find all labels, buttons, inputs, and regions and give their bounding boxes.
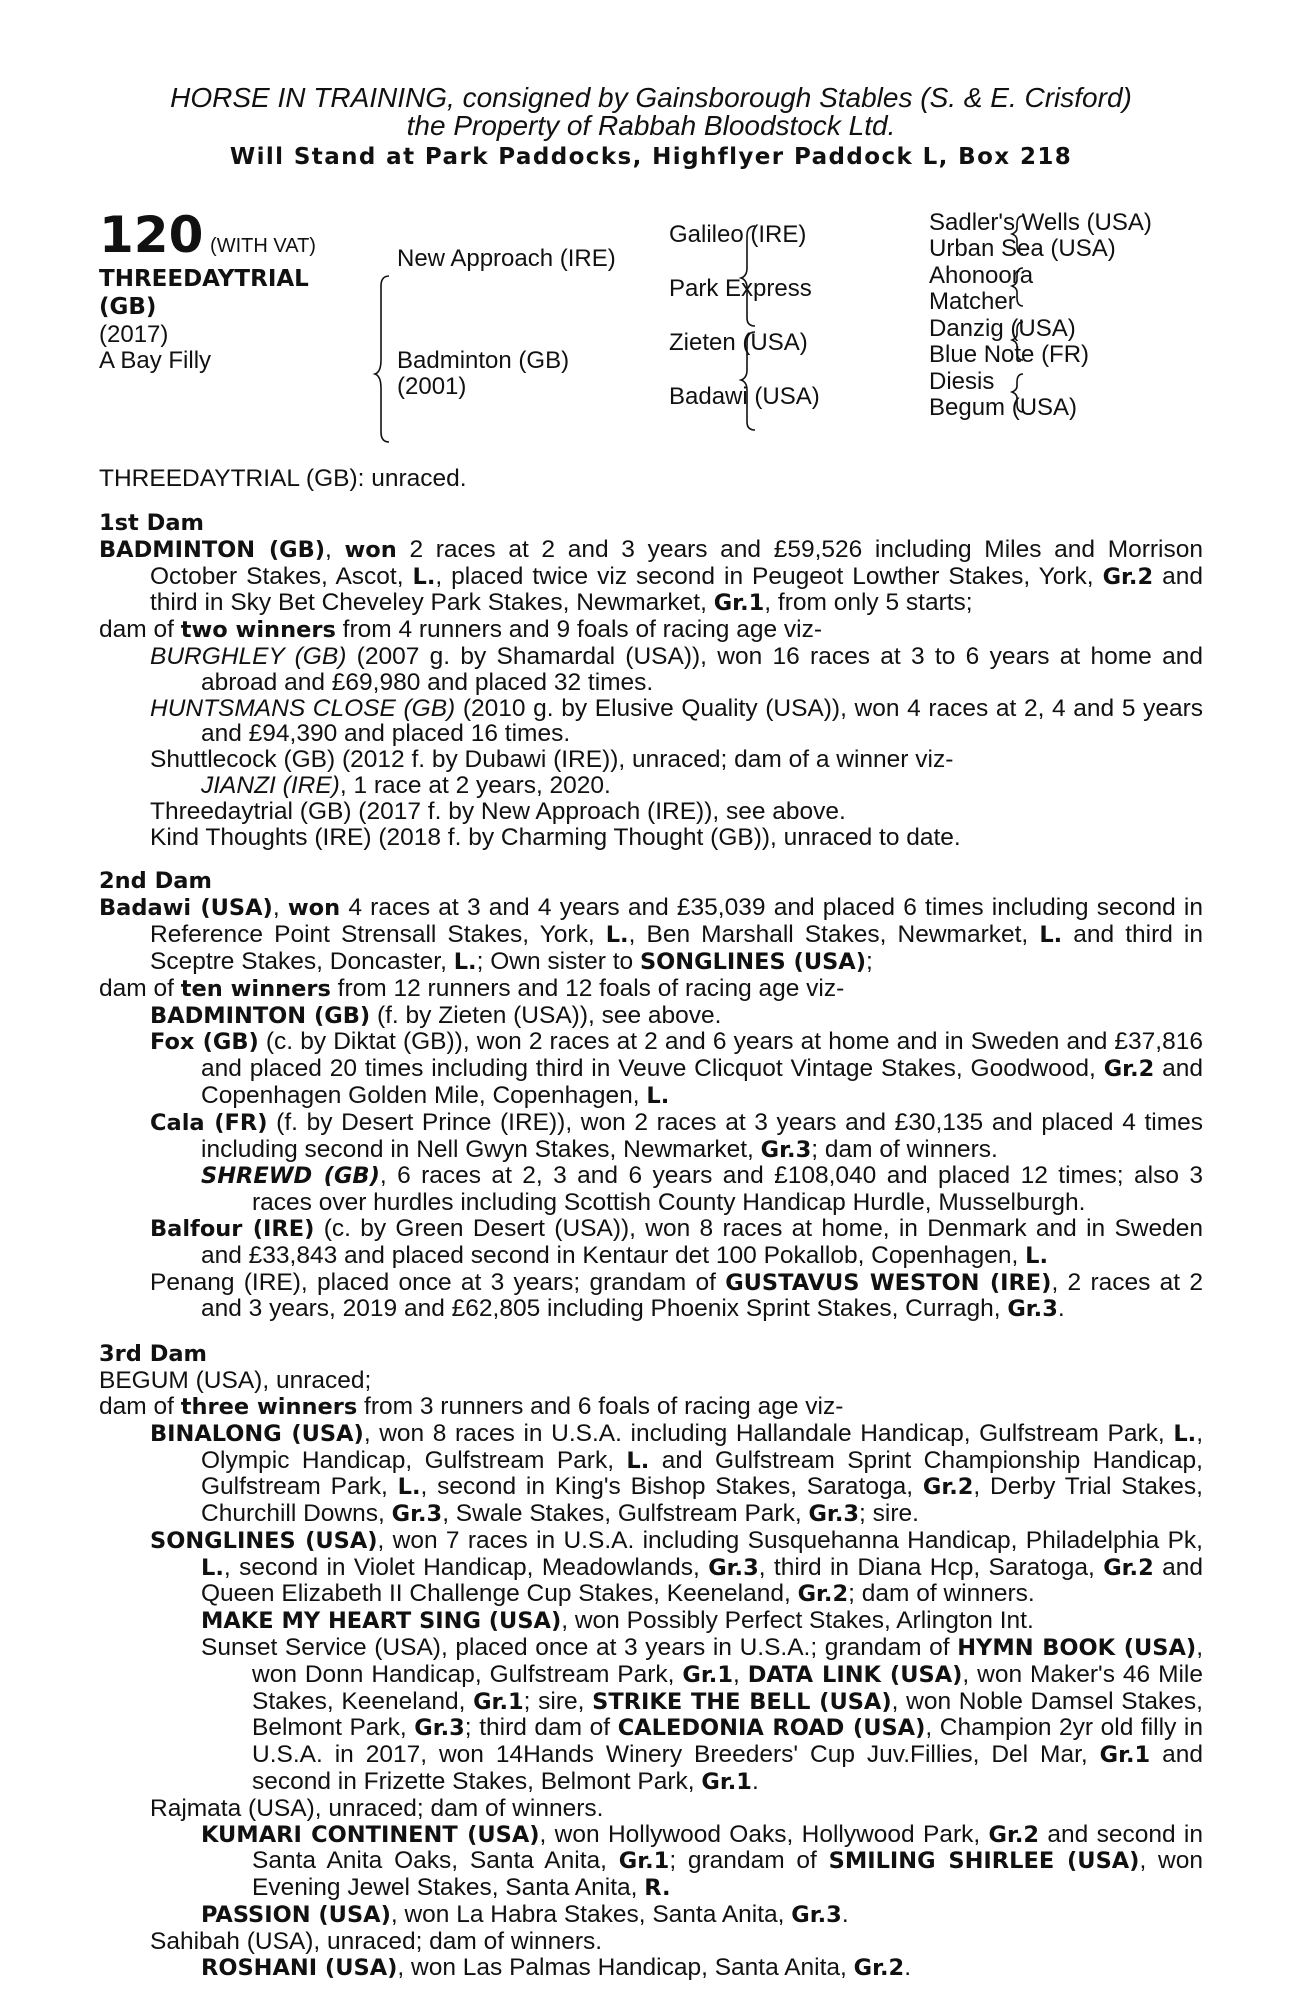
- text: and second in Frizette Stakes, Belmont Park,: [252, 1741, 1203, 1796]
- text: .: [751, 1768, 759, 1796]
- grade: L.: [605, 922, 629, 949]
- grand-produce-item: [99, 1163, 1203, 1216]
- text: ,: [325, 535, 345, 563]
- produce-item: [99, 1216, 1203, 1270]
- text: and Queen Elizabeth II Challenge Cup Stakes, Keeneland,: [201, 1553, 1204, 1608]
- grade: Gr.3: [708, 1554, 759, 1581]
- text: , second in King's Bishop Stakes, Saratoga,: [420, 1473, 923, 1501]
- text: from 12 runners and 12 foals of racing age viz-: [330, 974, 845, 1002]
- section-title: 2nd Dam: [99, 868, 212, 895]
- text: ;: [866, 947, 873, 975]
- dam-name: BADMINTON (GB): [99, 536, 326, 563]
- text: ,: [732, 1660, 748, 1688]
- text: , won Evening Jewel Stakes, Santa Anita,: [252, 1847, 1204, 1902]
- grade: L.: [1173, 1420, 1197, 1447]
- text: .: [1057, 1295, 1065, 1323]
- dams-sire: Zieten (USA): [669, 329, 808, 356]
- grand-produce-item: [99, 1955, 1203, 1982]
- sires-sire: Galileo (IRE): [669, 221, 807, 248]
- grade: Gr.2: [853, 1954, 905, 1981]
- dam-year: (2001): [397, 373, 467, 400]
- text: , third in Diana Hcp, Saratoga,: [758, 1553, 1104, 1581]
- text: , 1 race at 2 years, 2020.: [339, 771, 611, 799]
- text: , won La Habra Stakes, Santa Anita,: [390, 1901, 792, 1929]
- text: ; sire,: [523, 1687, 593, 1715]
- produce-summary: [99, 617, 1203, 644]
- dam-record: BEGUM (USA), unraced;: [99, 1367, 372, 1395]
- grand-produce-item: [99, 1608, 1203, 1635]
- produce-item: [99, 1421, 1203, 1528]
- text: Penang (IRE), placed once at 3 years; grandam of: [150, 1268, 726, 1296]
- produce-item: Rajmata (USA), unraced; dam of winners.: [150, 1794, 604, 1822]
- produce-item: [99, 1110, 1203, 1164]
- text: and third in Sceptre Stakes, Doncaster,: [150, 921, 1203, 975]
- horse-year: (2017): [99, 321, 169, 348]
- grade: L.: [201, 1554, 224, 1581]
- grade: Gr.3: [391, 1501, 443, 1528]
- text: , won Possibly Perfect Stakes, Arlington Int.: [561, 1607, 1034, 1635]
- text: ; Own sister to: [476, 947, 640, 975]
- stabling-line: Will Stand at Park Paddocks, Highflyer Paddock L, Box 218: [229, 144, 1073, 170]
- grade: L.: [646, 1082, 670, 1109]
- gen3-3: Ahonoora: [929, 262, 1034, 289]
- text: , Champion 2yr old filly in U.S.A. in 2017, won 14Hands Winery Breeders' Cup Juv.Fillies, Del Mar,: [252, 1714, 1203, 1769]
- grade: Gr.1: [713, 590, 765, 617]
- grade: Gr.3: [791, 1902, 842, 1929]
- produce-name: BURGHLEY (GB): [150, 642, 347, 670]
- produce-name: KUMARI CONTINENT (USA): [201, 1821, 540, 1848]
- text: , won Las Palmas Handicap, Santa Anita,: [397, 1953, 854, 1981]
- lot-number-block: [99, 206, 316, 264]
- text: , won Noble Damsel Stakes, Belmont Park,: [252, 1687, 1203, 1742]
- consignor-line: HORSE IN TRAINING, consigned by Gainsborough Stables (S. & E. Crisford): [170, 82, 1132, 113]
- grade: Gr.2: [922, 1474, 974, 1501]
- grade: Gr.3: [760, 1136, 812, 1163]
- gen3-7: Diesis: [929, 368, 995, 395]
- text: Sunset Service (USA), placed once at 3 years in U.S.A.; grandam of: [201, 1634, 958, 1662]
- produce-name: SONGLINES (USA): [150, 1527, 378, 1554]
- produce-name: BINALONG (USA): [150, 1420, 364, 1447]
- gen3-6: Blue Note (FR): [929, 341, 1090, 368]
- horse-name: THREEDAYTRIAL: [99, 266, 309, 292]
- sires-dam: Park Express: [669, 275, 812, 302]
- text: from 3 runners and 6 foals of racing age viz-: [357, 1392, 844, 1420]
- section-title: 3rd Dam: [99, 1341, 207, 1368]
- produce-summary: [99, 1394, 1203, 1421]
- text: , Swale Stakes, Gulfstream Park,: [442, 1500, 809, 1528]
- text: 4 races at 3 and 4 years and £35,039 and placed 6 times including second in Reference Point Strensall Stakes, York,: [150, 894, 1203, 949]
- produce-name: HUNTSMANS CLOSE (GB): [150, 694, 456, 722]
- produce-name: HYMN BOOK (USA): [957, 1635, 1197, 1662]
- grade: Gr.3: [1007, 1296, 1058, 1323]
- first-dam-section: [99, 510, 1203, 851]
- text: ; dam of winners.: [848, 1580, 1035, 1608]
- text: (c. by Diktat (GB)), won 2 races at 2 and 6 years at home and in Sweden and £37,816 and placed 20 times including third in Veuve Clicquot Vintage Stakes, Goodwood,: [201, 1028, 1203, 1083]
- gen3-2: Urban Sea (USA): [929, 235, 1116, 262]
- sibling-name: SONGLINES (USA): [639, 948, 867, 975]
- grade: L.: [1039, 922, 1063, 949]
- text: , Derby Trial Stakes, Churchill Downs,: [201, 1473, 1203, 1528]
- produce-summary: [99, 976, 1203, 1003]
- text: ; grandam of: [669, 1847, 829, 1875]
- third-dam-section: [99, 1341, 1203, 1981]
- winners-count: three winners: [180, 1393, 358, 1420]
- produce-name: SMILING SHIRLEE (USA): [828, 1848, 1140, 1875]
- produce-name: MAKE MY HEART SING (USA): [201, 1608, 562, 1635]
- produce-name: DATA LINK (USA): [747, 1661, 963, 1688]
- text: , placed twice viz second in Peugeot Lowther Stakes, York,: [435, 562, 1103, 590]
- produce-name: GUSTAVUS WESTON (IRE): [725, 1269, 1052, 1296]
- text: , from only 5 starts;: [764, 589, 973, 617]
- grade: Gr.1: [682, 1661, 733, 1688]
- section-title: 1st Dam: [99, 509, 204, 536]
- text: , won Donn Handicap, Gulfstream Park,: [252, 1634, 1203, 1688]
- produce-name: SHREWD (GB): [201, 1163, 380, 1190]
- produce-item: [99, 696, 1203, 748]
- text: , won Hollywood Oaks, Hollywood Park,: [539, 1820, 989, 1848]
- produce-name: ROSHANI (USA): [201, 1954, 398, 1981]
- sire-name: New Approach (IRE): [397, 245, 616, 272]
- produce-name: PASSION (USA): [201, 1902, 391, 1929]
- vat-note: (WITH VAT): [210, 235, 316, 257]
- grade: L.: [453, 948, 477, 975]
- text: (2010 g. by Elusive Quality (USA)), won 4 races at 2, 4 and 5 years and £94,390 and placed 16 times.: [201, 694, 1203, 748]
- grade: L.: [626, 1447, 650, 1474]
- produce-item: [99, 1029, 1203, 1109]
- grade: Gr.1: [473, 1688, 524, 1715]
- gen3-1: Sadler's Wells (USA): [929, 209, 1152, 236]
- text: , won 7 races in U.S.A. including Susquehanna Handicap, Philadelphia Pk,: [377, 1526, 1203, 1554]
- text: dam of: [99, 616, 181, 644]
- grade: Gr.1: [701, 1769, 752, 1796]
- produce-item: [99, 644, 1203, 696]
- grade: Gr.2: [1102, 563, 1154, 590]
- produce-name: JIANZI (IRE): [201, 771, 340, 799]
- dams-dam: Badawi (USA): [669, 383, 820, 410]
- winners-count: ten winners: [180, 975, 331, 1002]
- winners-count: two winners: [180, 617, 336, 644]
- text: , 6 races at 2, 3 and 6 years and £108,040 and placed 12 times; also 3 races over hurdles including Scottish County Handicap Hurdle, Musselburgh.: [252, 1162, 1203, 1217]
- grand-produce-item: [99, 1902, 1203, 1929]
- produce-name: STRIKE THE BELL (USA): [592, 1688, 892, 1715]
- produce-item: [99, 1528, 1203, 1608]
- produce-item: [99, 1003, 1203, 1030]
- grand-produce-item: [99, 1822, 1203, 1902]
- catalogue-page: [99, 84, 1203, 1981]
- lot-number: 120: [99, 206, 204, 264]
- text: , 2 races at 2 and 3 years, 2019 and £62,805 including Phoenix Sprint Stakes, Curragh,: [201, 1268, 1203, 1323]
- horse-description: A Bay Filly: [99, 347, 212, 374]
- grade: L.: [1025, 1242, 1049, 1269]
- race-record: THREEDAYTRIAL (GB): unraced.: [99, 465, 467, 492]
- dam-name: Badminton (GB): [397, 347, 570, 374]
- text: and second in Santa Anita Oaks, Santa Anita,: [252, 1820, 1203, 1875]
- grade: Gr.1: [1099, 1742, 1151, 1769]
- grade: Gr.2: [797, 1581, 849, 1608]
- horse-country: (GB): [99, 294, 157, 320]
- grade: Gr.2: [1103, 1056, 1155, 1083]
- grade: L.: [397, 1474, 421, 1501]
- pedigree-table: [99, 206, 1203, 456]
- text: from 4 runners and 9 foals of racing age viz-: [335, 616, 823, 644]
- produce-item: [99, 1270, 1203, 1324]
- grade: Gr.2: [1103, 1554, 1154, 1581]
- text: ; third dam of: [464, 1714, 618, 1742]
- produce-name: Fox (GB): [150, 1029, 259, 1056]
- text: dam of: [99, 974, 181, 1002]
- text: , Olympic Handicap, Gulfstream Park,: [201, 1419, 1204, 1474]
- text: and Gulfstream Sprint Championship Handicap, Gulfstream Park,: [201, 1446, 1203, 1501]
- grade: Gr.2: [988, 1821, 1040, 1848]
- text: ; dam of winners.: [811, 1135, 998, 1163]
- text: .: [904, 1953, 912, 1981]
- text: won: [344, 536, 397, 563]
- dam-record: [99, 537, 1203, 617]
- second-dam-section: [99, 868, 1203, 1323]
- sire-dam-bracket: [375, 276, 389, 442]
- grand-produce-item: [99, 1635, 1203, 1796]
- dam-record: [99, 895, 1203, 975]
- text: , won 8 races in U.S.A. including Hallandale Handicap, Gulfstream Park,: [363, 1419, 1174, 1447]
- produce-item: Shuttlecock (GB) (2012 f. by Dubawi (IRE)), unraced; dam of a winner viz-: [150, 746, 954, 774]
- text: (f. by Desert Prince (IRE)), won 2 races at 3 years and £30,135 and placed 4 times including second in Nell Gwyn Stakes, Newmarket,: [201, 1108, 1204, 1163]
- text: ; sire.: [859, 1500, 919, 1528]
- produce-name: Cala (FR): [150, 1109, 268, 1136]
- text: (2007 g. by Shamardal (USA)), won 16 races at 3 to 6 years at home and abroad and £69,980 and placed 32 times.: [201, 642, 1203, 696]
- text: , won Maker's 46 Mile Stakes, Keeneland,: [252, 1660, 1203, 1715]
- text: , Ben Marshall Stakes, Newmarket,: [628, 921, 1040, 949]
- grade: Gr.3: [808, 1501, 860, 1528]
- text: ,: [272, 894, 288, 922]
- text: 2 races at 2 and 3 years and £59,526 including Miles and Morrison October Stakes, Ascot,: [150, 535, 1203, 590]
- dam-name: Badawi (USA): [99, 895, 273, 922]
- text: dam of: [99, 1392, 181, 1420]
- text: .: [841, 1901, 849, 1929]
- text: (f. by Zieten (USA)), see above.: [370, 1001, 722, 1029]
- gen3-5: Danzig (USA): [929, 315, 1076, 342]
- grade: L.: [412, 563, 436, 590]
- produce-name: CALEDONIA ROAD (USA): [617, 1715, 926, 1742]
- text: and third in Sky Bet Cheveley Park Stakes, Newmarket,: [150, 562, 1203, 617]
- text: (c. by Green Desert (USA)), won 8 races at home, in Denmark and in Sweden and £33,843 and placed second in Kentaur det 100 Pokallob, Copenhagen,: [201, 1214, 1204, 1269]
- text: won: [287, 895, 341, 922]
- produce-item: Threedaytrial (GB) (2017 f. by New Approach (IRE)), see above.: [150, 797, 846, 825]
- grade: Gr.3: [414, 1715, 465, 1742]
- produce-item: Sahibah (USA), unraced; dam of winners.: [150, 1927, 603, 1955]
- grade: Gr.1: [618, 1848, 670, 1875]
- produce-item: Kind Thoughts (IRE) (2018 f. by Charming Thought (GB)), unraced to date.: [150, 823, 961, 851]
- gen3-4: Matcher: [929, 288, 1016, 315]
- text: and Copenhagen Golden Mile, Copenhagen,: [201, 1055, 1204, 1109]
- grade: R.: [644, 1875, 671, 1902]
- property-line: the Property of Rabbah Bloodstock Ltd.: [406, 110, 896, 141]
- text: , second in Violet Handicap, Meadowlands,: [223, 1553, 709, 1581]
- gen3-8: Begum (USA): [929, 394, 1078, 421]
- grand-produce-item: [99, 773, 1203, 799]
- produce-name: Balfour (IRE): [150, 1215, 315, 1242]
- produce-name: BADMINTON (GB): [150, 1002, 371, 1029]
